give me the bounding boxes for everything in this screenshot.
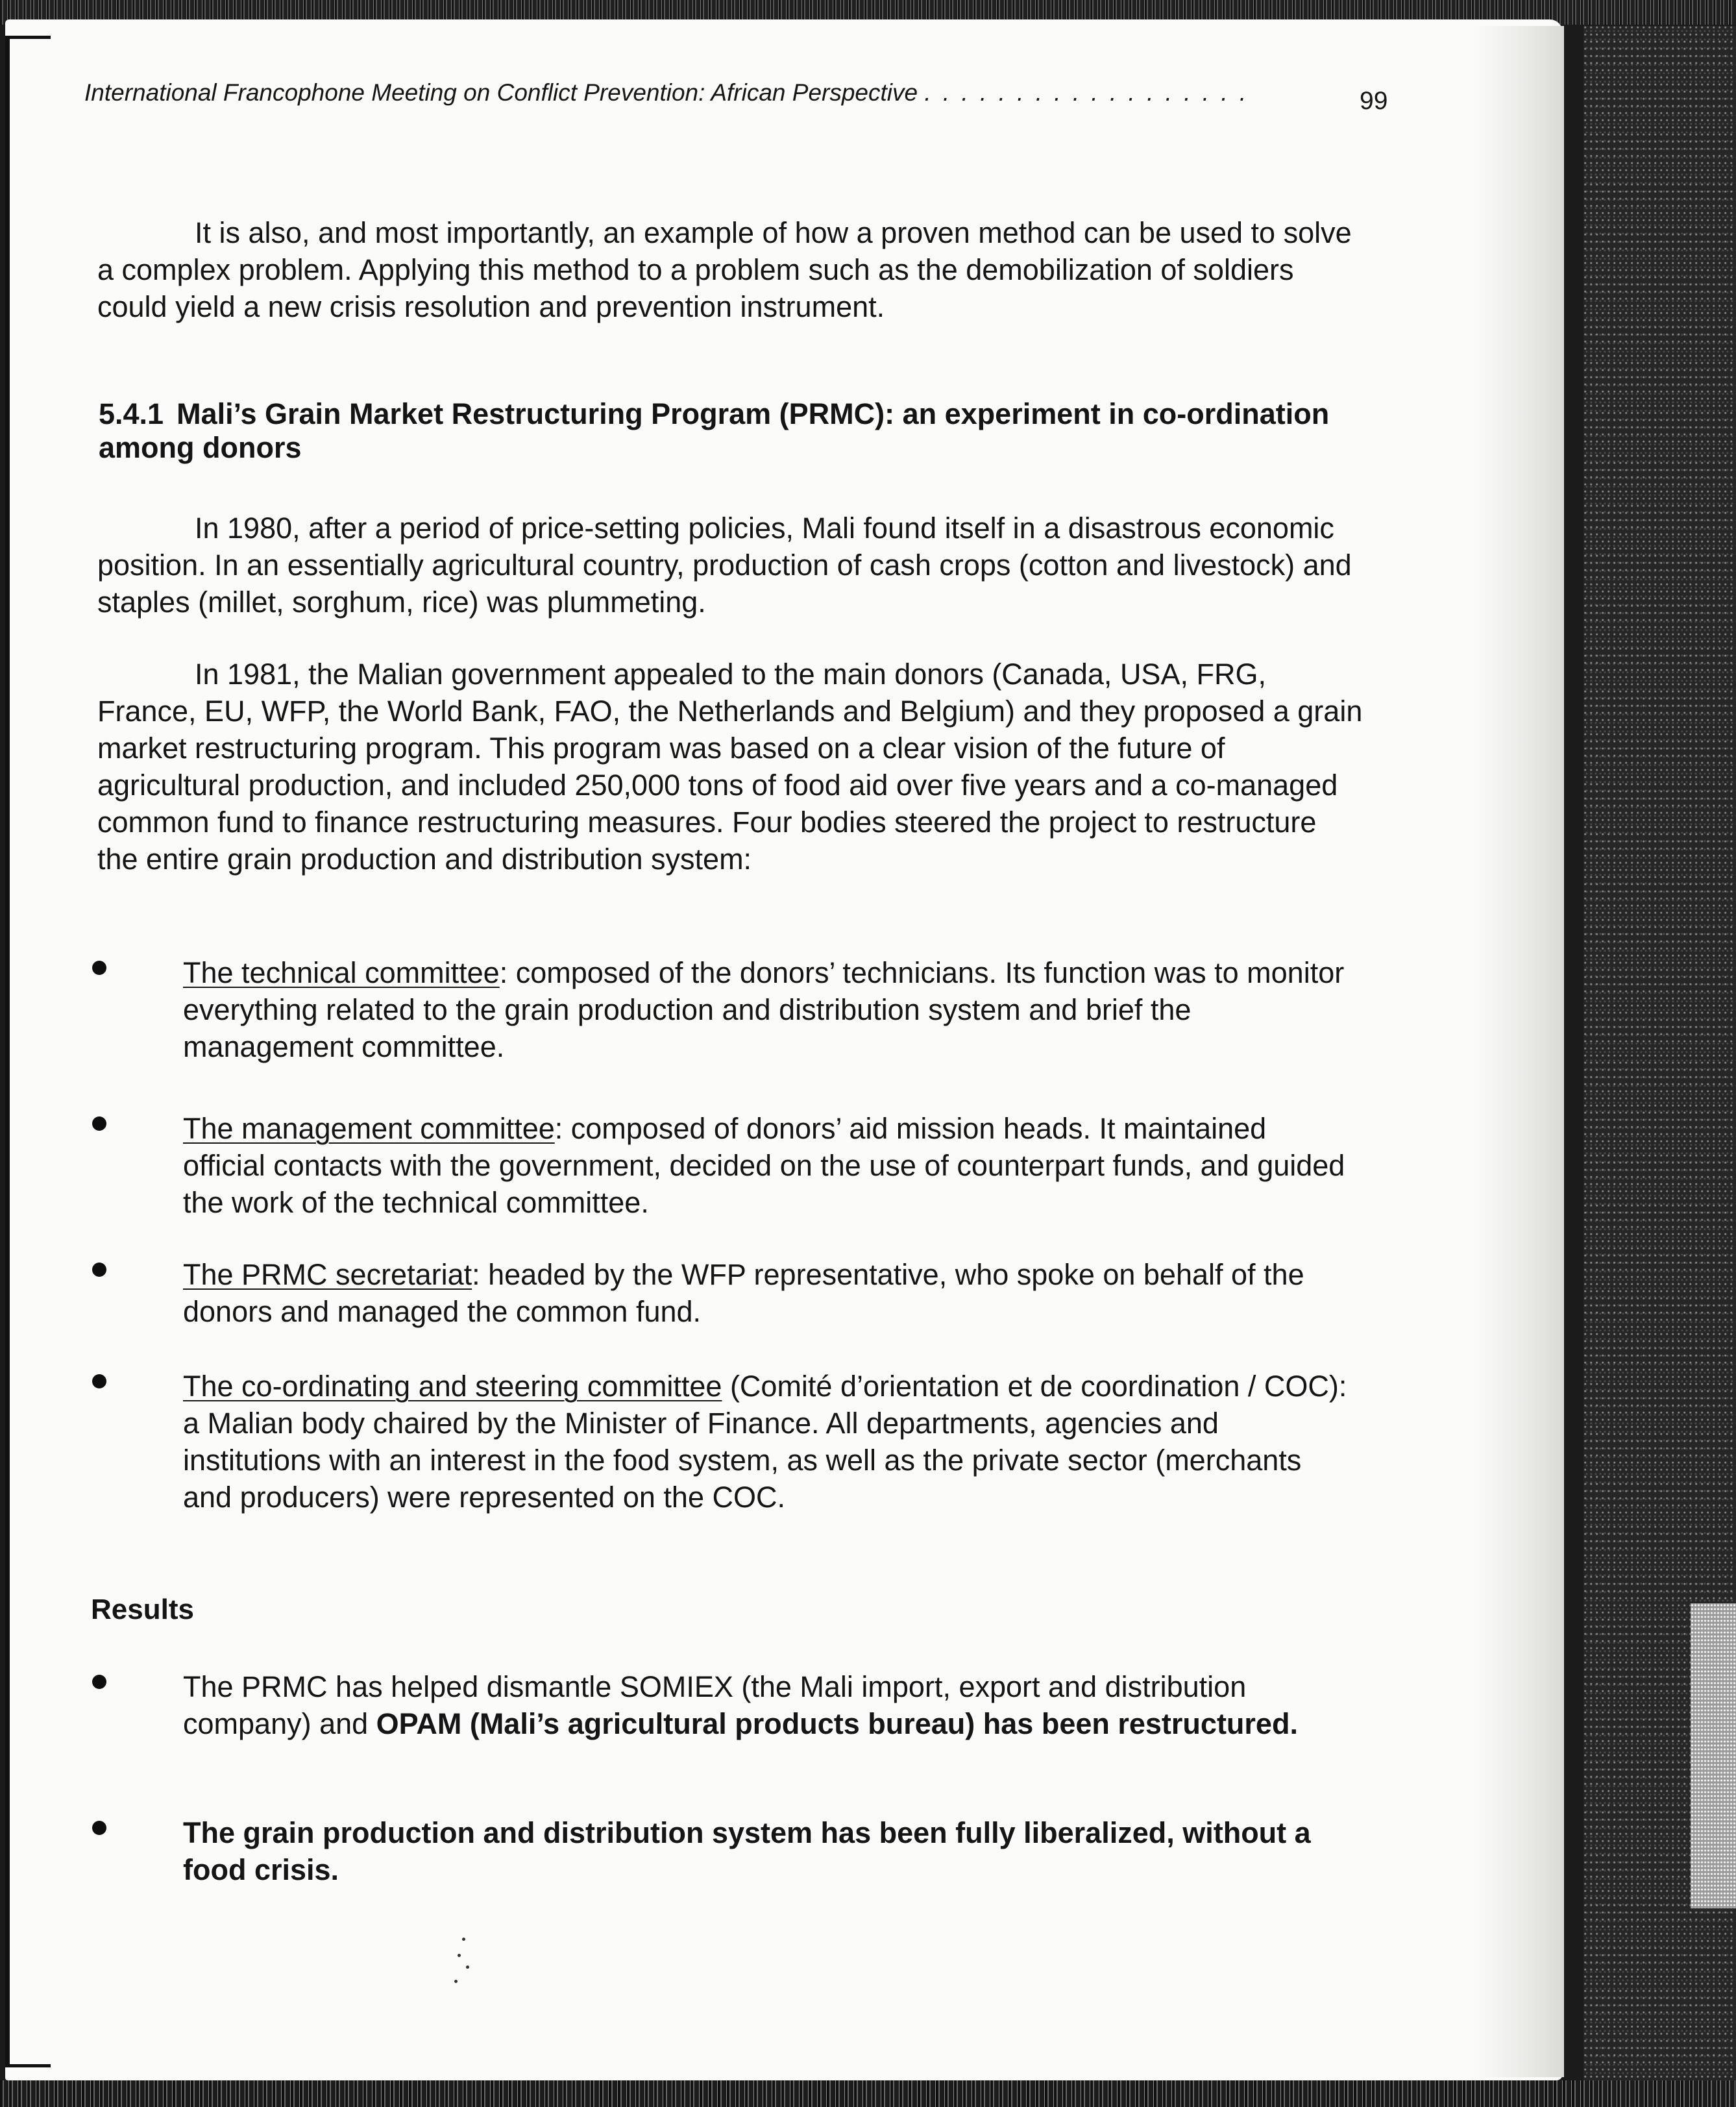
list-item [183, 954, 1351, 1065]
running-head [84, 79, 1389, 118]
running-title: International Francophone Meeting on Conflict Prevention: African Perspective [84, 79, 918, 106]
bullet-dot [92, 1263, 106, 1277]
list-item-text: : composed of the donors’ technicians. Its function was to monitor everything related to the grain production and distribution system and brief the management committee. [183, 956, 1345, 1063]
list-item-term: The PRMC secretariat [183, 1258, 472, 1291]
list-item [183, 1256, 1351, 1330]
scan-bottom-edge [0, 2080, 1736, 2107]
results-item-bold: The grain production and distribution system has been fully liberalized, without a food crisis. [183, 1816, 1311, 1886]
bullet-dot [92, 961, 106, 975]
running-head-leader: . . . . . . . . . . . . . . . . . . [924, 79, 1249, 106]
page-number: 99 [1360, 87, 1388, 115]
intro-paragraph: It is also, and most importantly, an example of how a proven method can be used to solve a complex problem. Applying this method to a problem such as the demobilization of soldiers could yield a new crisis resolution and prevention instrument. [97, 216, 1352, 323]
bullet-dot [92, 1116, 106, 1131]
list-item-text: : headed by the WFP representative, who spoke on behalf of the donors and managed the common fund. [183, 1258, 1304, 1328]
list-item-text: : composed of donors’ aid mission heads. It maintained official contacts with the government, decided on the use of counterpart funds, and guided the work of the technical committee. [183, 1112, 1345, 1219]
list-item-term: The technical committee [183, 956, 500, 989]
bullet-dot [92, 1374, 106, 1388]
results-item [183, 1668, 1351, 1742]
bullet-dot [92, 1821, 106, 1835]
scan-speck [458, 1954, 461, 1957]
margin-bracket [5, 36, 51, 2067]
list-item [183, 1110, 1351, 1221]
results-heading: Results [91, 1594, 194, 1625]
scan-speck [462, 1938, 465, 1941]
section-title: Mali’s Grain Market Restructuring Program (PRMC): an experiment in co-ordination among donors [99, 397, 1330, 464]
section-heading [99, 397, 1332, 465]
list-item-term: The management committee [183, 1112, 555, 1145]
list-item [183, 1368, 1351, 1516]
results-item-text: The PRMC has helped dismantle SOMIEX (the Mali import, export and distribution company) and [183, 1670, 1247, 1740]
list-item-term: The co-ordinating and steering committee [183, 1370, 722, 1403]
paragraph: In 1980, after a period of price-setting policies, Mali found itself in a disastrous economic position. In an essentially agricultural country, production of cash crops (cotton and livestock) and staples (millet, sorghum, rice) was plummeting. [97, 511, 1352, 619]
list-item-text: (Comité d’orientation et de coordination / COC): a Malian body chaired by the Minister of Finance. All departments, agencies and institutions with an interest in the food system, as well as the private sector (merchants and producers) were represented on the COC. [183, 1370, 1347, 1514]
page-gutter-shadow [1473, 26, 1564, 2077]
section-number: 5.4.1 [99, 397, 164, 430]
scan-noise-patch [1691, 1603, 1736, 1908]
results-item [183, 1814, 1351, 1888]
paragraph: In 1981, the Malian government appealed to the main donors (Canada, USA, FRG, France, EU, WFP, the World Bank, FAO, the Netherlands and Belgium) and they proposed a grain market restructuring program. This program was based on a clear vision of the future of agricultural production, and included 250,000 tons of food aid over five years and a co-managed common fund to finance restructuring measures. Four bodies steered the project to restructure the entire grain production and distribution system: [97, 658, 1363, 876]
scan-speck [454, 1980, 458, 1983]
bullet-dot [92, 1675, 106, 1689]
scan-speck [466, 1965, 469, 1969]
results-item-bold: OPAM (Mali’s agricultural products bureau) has been restructured. [376, 1707, 1298, 1740]
